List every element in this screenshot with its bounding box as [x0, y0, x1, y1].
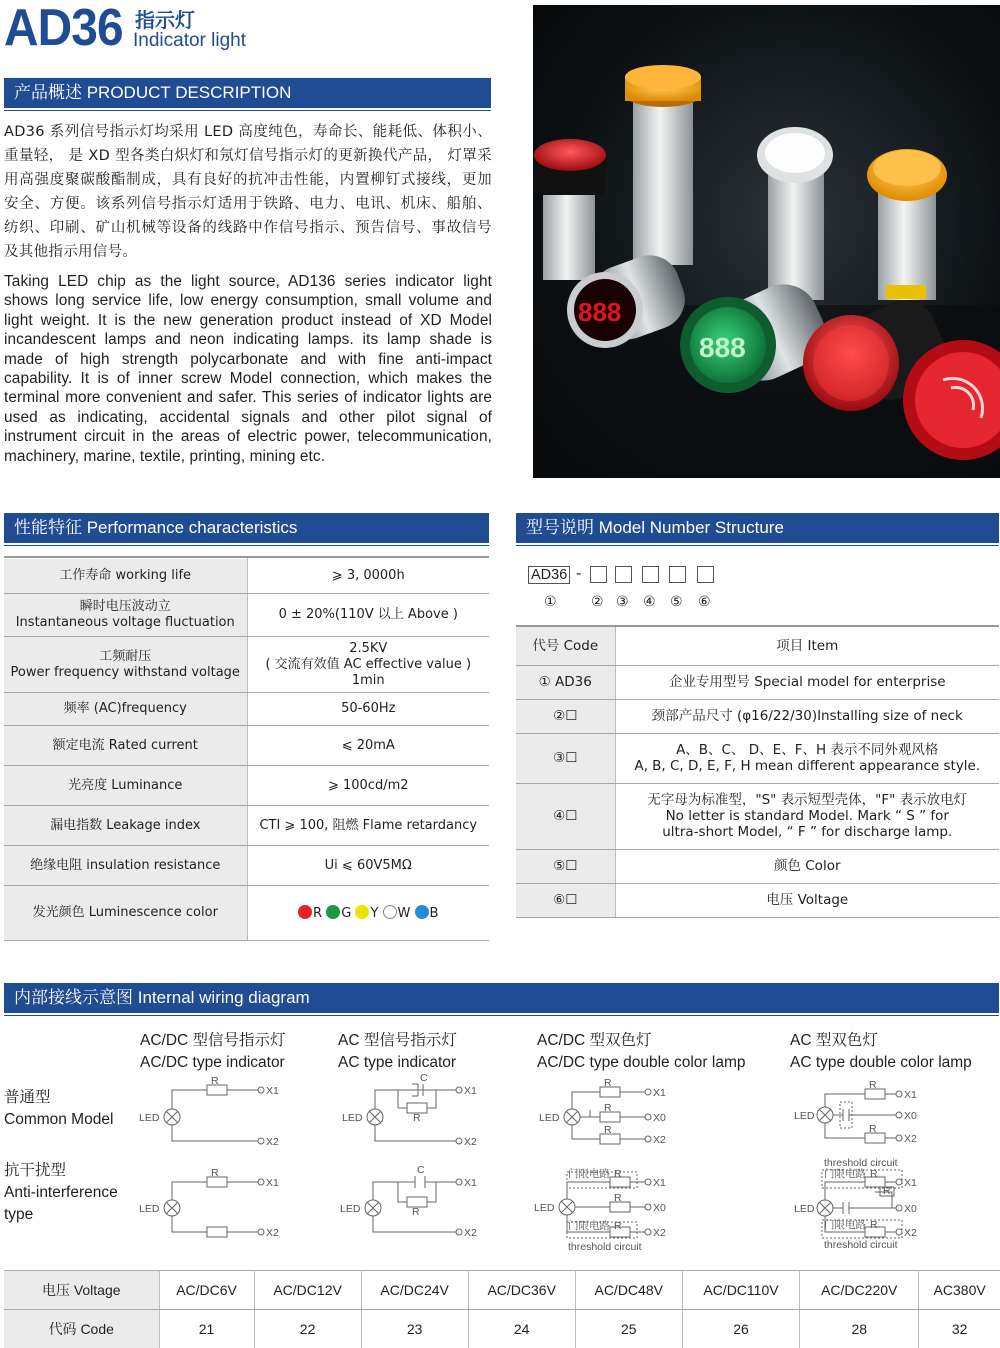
model-slot-box [642, 566, 659, 583]
led-label: LED [794, 1203, 815, 1215]
item-cell: 企业专用型号 Special model for enterprise [615, 665, 999, 699]
item-cell: 电压 Voltage [615, 883, 999, 917]
table-row [4, 637, 489, 693]
model-slot-number: ② [591, 594, 604, 610]
perf-value: ⩾ 3, 0000h [247, 559, 489, 594]
table-row [516, 733, 999, 783]
table-row [4, 846, 489, 886]
model-code-prefix: AD36 [528, 566, 570, 584]
code-cell: ⑤☐ [516, 849, 615, 883]
wiring-diagrams [0, 1070, 1000, 1260]
model-slot-box [669, 566, 686, 583]
perf-key: 漏电指数 Leakage index [4, 806, 247, 846]
perf-value: 0 ± 20%(110V 以上 Above ) [247, 594, 489, 637]
led-label: LED [539, 1112, 560, 1124]
terminal-label: X1 [904, 1177, 917, 1189]
model-structure-table [516, 627, 999, 918]
section-header-wiring: 内部接线示意图 Internal wiring diagram [4, 983, 999, 1013]
wiring-row-label-common: 普通型 Common Model [4, 1089, 114, 1128]
code-header-label: 代码 Code [4, 1310, 159, 1348]
threshold-label-cn: 门限电路 [824, 1168, 866, 1180]
wiring-column-header: AC 型信号指示灯 AC type indicator [338, 1032, 457, 1071]
voltage-cell: AC380V [919, 1271, 1000, 1310]
terminal-label: X2 [653, 1134, 666, 1146]
model-slot-number: ⑥ [698, 594, 711, 610]
red-dot-icon [298, 905, 312, 919]
color-letter: R [313, 905, 323, 921]
perf-value: Ui ⩽ 60V5MΩ [247, 846, 489, 886]
table-row [4, 726, 489, 766]
terminal-label: X1 [464, 1085, 477, 1097]
terminal-label: X2 [653, 1227, 666, 1239]
perf-value: 2.5KV ( 交流有效值 AC effective value ) 1min [247, 637, 489, 693]
resistor-label: R [604, 1102, 612, 1114]
terminal-label: X0 [653, 1112, 666, 1124]
section-header-performance: 性能特征 Performance characteristics [4, 513, 489, 543]
code-cell: ⑥☐ [516, 883, 615, 917]
model-slot-box [615, 566, 632, 583]
led-label: LED [139, 1203, 160, 1215]
performance-table [4, 558, 489, 941]
led-label: LED [794, 1110, 815, 1122]
code-cell: 26 [682, 1310, 799, 1348]
item-cell: A、B、C、 D、E、F、H 表示不同外观风格 A, B, C, D, E, F, H mean different appearance style. [615, 733, 999, 783]
code-cell: 28 [800, 1310, 919, 1348]
code-cell: 21 [159, 1310, 254, 1348]
voltage-cell: AC/DC48V [575, 1271, 682, 1310]
resistor-label: R [211, 1167, 219, 1179]
resistor-label: R [604, 1077, 612, 1089]
threshold-label-cn: 门限电路 [568, 1168, 610, 1180]
wiring-column-header: AC 型双色灯 AC type double color lamp [790, 1032, 972, 1071]
table-row [4, 594, 489, 637]
led-label: LED [139, 1112, 160, 1124]
resistor-label: R [614, 1168, 622, 1180]
table-row [4, 693, 489, 726]
table-row [4, 766, 489, 806]
perf-key: 工频耐压 Power frequency withstand voltage [4, 637, 247, 693]
table-row [516, 783, 999, 849]
code-cell: 24 [468, 1310, 575, 1348]
code-cell: ③☐ [516, 733, 615, 783]
voltage-cell: AC/DC110V [682, 1271, 799, 1310]
wiring-column-header: AC/DC 型双色灯 AC/DC type double color lamp [537, 1032, 746, 1071]
code-cell: ②☐ [516, 699, 615, 733]
perf-key: 频率 (AC)frequency [4, 693, 247, 726]
model-slot-number: ④ [643, 594, 656, 610]
terminal-label: X1 [266, 1085, 279, 1097]
threshold-label-en: threshold circuit [824, 1239, 898, 1251]
terminal-label: X2 [464, 1136, 477, 1148]
color-letter: Y [370, 905, 379, 921]
item-cell: 颜色 Color [615, 849, 999, 883]
terminal-label: X2 [464, 1227, 477, 1239]
resistor-label: R [883, 1185, 891, 1197]
code-cell: 22 [254, 1310, 361, 1348]
page-title-en: Indicator light [133, 30, 247, 51]
green-dot-icon [326, 905, 340, 919]
table-row [516, 883, 999, 917]
perf-value: ⩾ 100cd/m2 [247, 766, 489, 806]
voltage-code-table [4, 1270, 1000, 1348]
page-title-model: AD36 [4, 0, 123, 57]
model-slot-number: ③ [616, 594, 629, 610]
model-slot-number: ⑤ [670, 594, 683, 610]
terminal-label: X2 [904, 1133, 917, 1145]
perf-value: 50-60Hz [247, 693, 489, 726]
table-row [4, 559, 489, 594]
voltage-cell: AC/DC6V [159, 1271, 254, 1310]
terminal-label: X1 [266, 1177, 279, 1189]
voltage-cell: AC/DC12V [254, 1271, 361, 1310]
code-cell: ① AD36 [516, 665, 615, 699]
blue-dot-icon [415, 905, 429, 919]
white-dot-icon [383, 905, 397, 919]
red-display-digits: 888 [578, 297, 622, 327]
product-photo [533, 5, 1000, 478]
capacitor-label: C [417, 1164, 425, 1176]
resistor-label: R [614, 1192, 622, 1204]
resistor-label: R [869, 1123, 877, 1135]
item-cell: 无字母为标准型，"S" 表示短型壳体，"F" 表示放电灯 No letter is standard Model. Mark “ S ” for ultra-short Model, “ F ” for discharge lamp. [615, 783, 999, 849]
led-label: LED [340, 1203, 361, 1215]
table-row [4, 806, 489, 846]
resistor-label: R [614, 1220, 622, 1232]
yellow-dot-icon [355, 905, 369, 919]
threshold-label-en: threshold circuit [824, 1157, 898, 1169]
model-slot-box [697, 566, 714, 583]
model-slot-number: ① [544, 594, 557, 610]
item-cell: 颈部产品尺寸 (φ16/22/30)Installing size of neck [615, 699, 999, 733]
table-row [516, 699, 999, 733]
voltage-cell: AC/DC220V [800, 1271, 919, 1310]
color-letter: B [429, 905, 439, 921]
table-row [516, 849, 999, 883]
color-letter: W [397, 905, 411, 921]
terminal-label: X2 [266, 1227, 279, 1239]
terminal-label: X0 [904, 1203, 917, 1215]
code-cell: 23 [361, 1310, 468, 1348]
resistor-label: R [211, 1075, 219, 1087]
led-label: LED [534, 1202, 555, 1214]
model-code-dash: - [576, 564, 582, 582]
perf-key: 绝缘电阻 insulation resistance [4, 846, 247, 886]
threshold-label-en: threshold circuit [568, 1241, 642, 1253]
section-header-description: 产品概述 PRODUCT DESCRIPTION [4, 78, 491, 108]
resistor-label: R [412, 1206, 420, 1218]
resistor-label: R [604, 1124, 612, 1136]
perf-key: 发光颜色 Luminescence color [4, 886, 247, 941]
header-code: 代号 Code [516, 627, 615, 665]
capacitor-label: C [420, 1072, 428, 1084]
table-header-row [516, 627, 999, 665]
perf-key: 工作寿命 working life [4, 559, 247, 594]
section-header-model-structure: 型号说明 Model Number Structure [516, 513, 999, 543]
model-slot-box [590, 566, 607, 583]
wiring-column-header: AC/DC 型信号指示灯 AC/DC type indicator [140, 1032, 286, 1071]
header-item: 项目 Item [615, 627, 999, 665]
voltage-cell: AC/DC24V [361, 1271, 468, 1310]
resistor-label: R [413, 1112, 421, 1124]
perf-key: 额定电流 Rated current [4, 726, 247, 766]
color-letter: G [341, 905, 352, 921]
table-row [516, 665, 999, 699]
voltage-header-label: 电压 Voltage [4, 1271, 159, 1310]
terminal-label: X1 [904, 1089, 917, 1101]
perf-key: 瞬时电压波动立 Instantaneous voltage fluctuation [4, 594, 247, 637]
terminal-label: X1 [653, 1087, 666, 1099]
code-cell: 32 [919, 1310, 1000, 1348]
voltage-row [4, 1271, 1000, 1310]
threshold-label-cn: 门限电路 [568, 1220, 610, 1232]
resistor-label: R [869, 1079, 877, 1091]
voltage-cell: AC/DC36V [468, 1271, 575, 1310]
luminescence-colors [247, 886, 489, 941]
code-row [4, 1310, 1000, 1348]
product-photo-illustration [533, 5, 1000, 478]
description-cn: AD36 系列信号指示灯均采用 LED 高度纯色，寿命长、能耗低、体积小、重量轻， 是 XD 型各类白炽灯和氖灯信号指示灯的更新换代产品， 灯罩采用高强度聚碳酸酯制成，具有良好的抗冲击性能，内置柳钉式接线，更加安全、方便。该系列信号指示灯适用于铁路、电力、电讯、机床、船舶、纺织、印刷、矿山机械等设备的线路中作信号指示、预告信号、事故信号及其他指示用信号。 [4, 124, 492, 260]
terminal-label: X2 [266, 1136, 279, 1148]
wiring-row-label-anti-interference: 抗干扰型 Anti-interference type [4, 1162, 118, 1223]
perf-key: 光亮度 Luminance [4, 766, 247, 806]
resistor-label: R [870, 1219, 878, 1231]
terminal-label: X1 [653, 1177, 666, 1189]
terminal-label: X1 [464, 1177, 477, 1189]
page-title-cn: 指示灯 [135, 8, 195, 32]
green-display-digits: 888 [699, 332, 746, 363]
resistor-label: R [870, 1168, 878, 1180]
perf-value: CTI ⩾ 100, 阻燃 Flame retardancy [247, 806, 489, 846]
terminal-label: X2 [904, 1227, 917, 1239]
code-cell: 25 [575, 1310, 682, 1348]
terminal-label: X0 [653, 1202, 666, 1214]
led-label: LED [342, 1112, 363, 1124]
terminal-label: X0 [904, 1110, 917, 1122]
description-en: Taking LED chip as the light source, AD136 series indicator light shows long service life, low energy consumption, small volume and light weight. It is the new generation product instead of XD Model incandescent lamps and neon indicating lamps. its lamp shade is made of high strength polycarbonate and with fine anti-impact capability. It is of inner screw Model connection, which makes the terminal more convenient and safer. This series of indicator lights are used as indicating, accidental signals and other pilot signal of instrument circuit in the areas of electric power, telecommunication, machinery, marine, textile, printing, mining etc. [4, 273, 492, 465]
perf-value: ⩽ 20mA [247, 726, 489, 766]
table-row [4, 886, 489, 941]
code-cell: ④☐ [516, 783, 615, 849]
threshold-label-cn: 门限电路 [824, 1219, 866, 1231]
